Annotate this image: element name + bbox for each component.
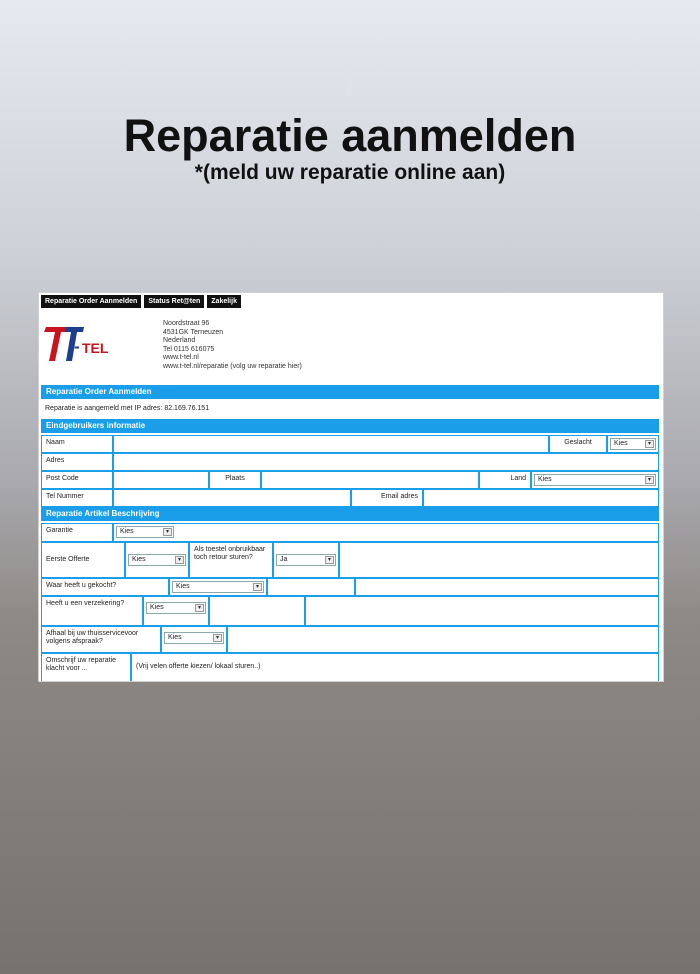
cell-gekocht <box>169 578 267 596</box>
row-postcode <box>41 471 659 489</box>
select-gekocht[interactable]: Kies ▾ <box>172 581 264 593</box>
select-land[interactable]: Kies ▾ <box>534 474 656 486</box>
input-verzekering-a[interactable] <box>209 596 305 626</box>
section-enduser-header: Eindgebruikers informatie <box>41 419 659 433</box>
row-tel <box>41 489 659 507</box>
input-verzekering-b[interactable] <box>305 596 659 626</box>
select-offerte[interactable]: Kies ▾ <box>128 554 186 566</box>
chevron-down-icon: ▾ <box>325 556 334 564</box>
chevron-down-icon: ▾ <box>175 556 184 564</box>
input-plaats[interactable] <box>261 471 479 489</box>
input-adres[interactable] <box>113 453 659 471</box>
cell-offerte <box>125 542 189 578</box>
label-afspraak: Afhaal bij uw thuisservicevoor volgens afspraak? <box>41 626 161 653</box>
cell-land <box>531 471 659 489</box>
scroll-marker <box>347 62 352 96</box>
cell-onbruik <box>273 542 339 578</box>
label-verzekering: Heeft u een verzekering? <box>41 596 143 626</box>
logo-text: TEL <box>82 340 109 356</box>
textarea-defect[interactable]: (Vrij velen offerte kiezen/ lokaal sturen..) <box>131 653 659 682</box>
input-gekocht-b[interactable] <box>355 578 659 596</box>
cell-afspraak <box>161 626 227 653</box>
tab-status[interactable]: Status Ret@ten <box>144 295 204 308</box>
row-gekocht <box>41 578 659 596</box>
input-naam[interactable] <box>113 435 549 453</box>
chevron-down-icon: ▾ <box>195 604 204 612</box>
input-gekocht-a[interactable] <box>267 578 355 596</box>
cell-verzekering <box>143 596 209 626</box>
input-afspraak[interactable] <box>227 626 659 653</box>
company-address: Noordstraat 96 4531GK Terneuzen Nederland Tel 0115 616075 www.t-tel.nl www.t-tel.nl/reparatie (volg uw reparatie hier) <box>163 320 302 370</box>
row-offerte <box>41 542 659 578</box>
label-garantie: Garantie <box>41 523 113 542</box>
chevron-down-icon: ▾ <box>645 476 654 484</box>
label-offerte: Eerste Offerte <box>41 542 125 578</box>
select-onbruik[interactable]: Ja ▾ <box>276 554 336 566</box>
cell-garantie <box>113 523 659 542</box>
label-onbruik: Als toestel onbruikbaar toch retour sturen? <box>189 542 273 578</box>
page-subtitle: *(meld uw reparatie online aan) <box>194 161 506 184</box>
label-plaats: Plaats <box>209 471 261 489</box>
chevron-down-icon: ▾ <box>253 583 262 591</box>
form-screenshot <box>38 292 664 682</box>
label-tel: Tel Nummer <box>41 489 113 507</box>
row-verzekering <box>41 596 659 626</box>
cell-geslacht <box>607 435 659 453</box>
tab-zakelijk[interactable]: Zakelijk <box>207 295 241 308</box>
row-naam <box>41 435 659 453</box>
svg-text:-: - <box>74 337 80 356</box>
select-afspraak[interactable]: Kies ▾ <box>164 632 224 644</box>
section-article-header: Reparatie Artikel Beschrijving <box>41 507 659 521</box>
select-geslacht[interactable]: Kies ▾ <box>610 438 656 450</box>
input-email[interactable] <box>423 489 659 507</box>
row-garantie <box>41 523 659 542</box>
row-afspraak <box>41 626 659 653</box>
section-order-header: Reparatie Order Aanmelden <box>41 385 659 399</box>
input-postcode[interactable] <box>113 471 209 489</box>
ttel-logo <box>44 323 124 365</box>
cell-offerte-extra <box>339 542 659 578</box>
form-tabs <box>41 295 241 308</box>
chevron-down-icon: ▾ <box>645 440 654 448</box>
chevron-down-icon: ▾ <box>163 528 172 536</box>
chevron-down-icon: ▾ <box>213 634 222 642</box>
label-postcode: Post Code <box>41 471 113 489</box>
select-verzekering[interactable]: Kies ▾ <box>146 602 206 614</box>
label-geslacht: Geslacht <box>549 435 607 453</box>
input-tel[interactable] <box>113 489 351 507</box>
row-adres <box>41 453 659 471</box>
page-title: Reparatie aanmelden <box>123 110 577 161</box>
label-defect: Omschrijf uw reparatie klacht voor ... <box>41 653 131 682</box>
label-land: Land <box>479 471 531 489</box>
label-email: Email adres <box>351 489 423 507</box>
select-garantie[interactable]: Kies ▾ <box>116 526 174 538</box>
row-defect <box>41 653 659 682</box>
label-adres: Adres <box>41 453 113 471</box>
label-gekocht: Waar heeft u gekocht? <box>41 578 169 596</box>
ip-line: Reparatie is aangemeld met IP adres: 82.169.76.151 <box>45 405 210 412</box>
tab-order[interactable]: Reparatie Order Aanmelden <box>41 295 141 308</box>
label-naam: Naam <box>41 435 113 453</box>
